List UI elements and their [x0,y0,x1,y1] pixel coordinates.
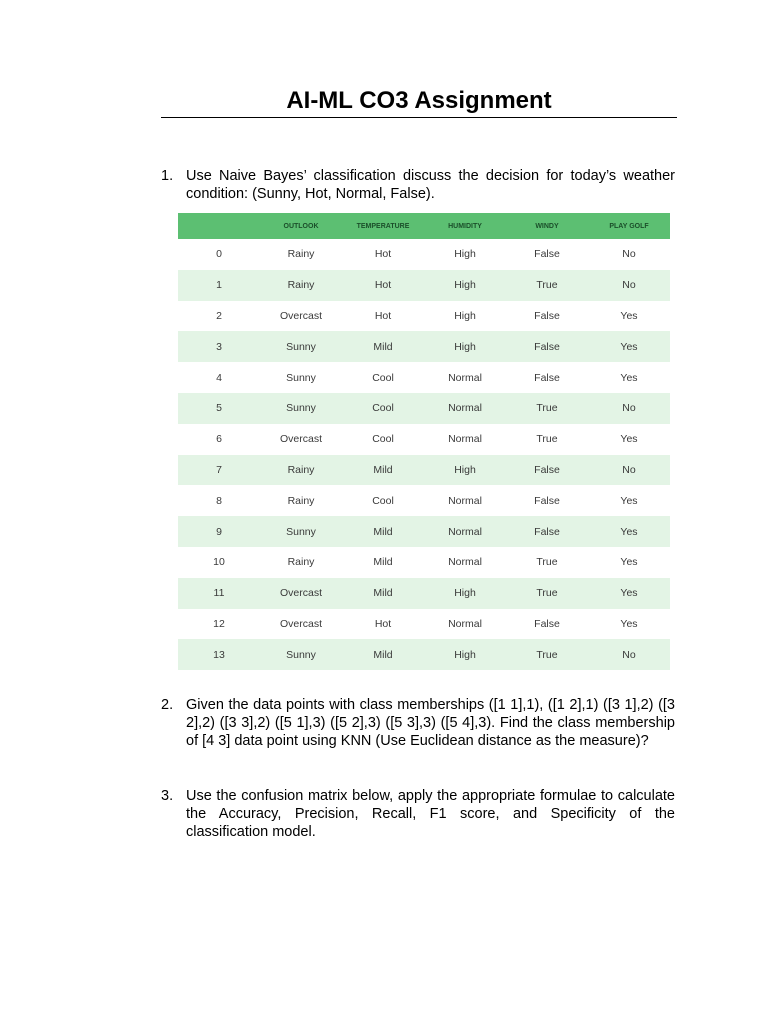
table-cell: Overcast [260,301,342,332]
row-index-cell: 8 [178,485,260,516]
table-cell: Sunny [260,362,342,393]
column-header: WINDY [506,213,588,239]
table-cell: False [506,331,588,362]
table-cell: Normal [424,609,506,640]
table-cell: False [506,362,588,393]
table-cell: Cool [342,485,424,516]
table-cell: Yes [588,609,670,640]
table-cell: Mild [342,455,424,486]
table-cell: No [588,393,670,424]
table-cell: Rainy [260,239,342,270]
column-header: PLAY GOLF [588,213,670,239]
table-cell: Rainy [260,270,342,301]
table-cell: Sunny [260,516,342,547]
question-number: 2. [161,697,174,713]
table-cell: Mild [342,516,424,547]
table-cell: True [506,639,588,670]
table-cell: Rainy [260,547,342,578]
table-cell: Yes [588,485,670,516]
table-cell: False [506,455,588,486]
table-cell: Hot [342,609,424,640]
table-cell: No [588,270,670,301]
table-cell: Yes [588,516,670,547]
table-cell: False [506,516,588,547]
table-row [178,639,670,670]
row-index-cell: 4 [178,362,260,393]
table-row [178,362,670,393]
table-cell: Mild [342,331,424,362]
table-cell: Mild [342,639,424,670]
table-cell: Overcast [260,609,342,640]
row-index-cell: 7 [178,455,260,486]
table-cell: Yes [588,331,670,362]
table-cell: High [424,578,506,609]
question-number: 1. [161,168,174,184]
table-cell: False [506,239,588,270]
question-2 [161,696,675,750]
question-3 [161,787,675,841]
column-header: HUMIDITY [424,213,506,239]
table-cell: Normal [424,516,506,547]
table-cell: Mild [342,547,424,578]
table-header-row [178,213,670,239]
weather-table [178,213,670,670]
table-cell: High [424,331,506,362]
table-cell: True [506,547,588,578]
table-cell: High [424,239,506,270]
table-cell: False [506,485,588,516]
table-cell: False [506,609,588,640]
row-index-cell: 1 [178,270,260,301]
table-cell: Overcast [260,578,342,609]
table-cell: High [424,301,506,332]
table-cell: Yes [588,362,670,393]
row-index-cell: 6 [178,424,260,455]
table-cell: Normal [424,547,506,578]
row-index-cell: 12 [178,609,260,640]
table-row [178,455,670,486]
table-row [178,393,670,424]
table-cell: Cool [342,424,424,455]
table-cell: True [506,578,588,609]
table-cell: Cool [342,393,424,424]
question-number: 3. [161,788,174,804]
row-index-cell: 2 [178,301,260,332]
table-cell: No [588,455,670,486]
table-cell: Hot [342,239,424,270]
table-cell: Yes [588,301,670,332]
table-cell: Normal [424,485,506,516]
table-cell: Mild [342,578,424,609]
row-index-cell: 5 [178,393,260,424]
table-cell: Sunny [260,639,342,670]
row-index-cell: 3 [178,331,260,362]
table-cell: Rainy [260,455,342,486]
table-cell: True [506,270,588,301]
row-index-cell: 13 [178,639,260,670]
table-cell: Rainy [260,485,342,516]
table-row [178,547,670,578]
table-cell: High [424,639,506,670]
table-cell: Sunny [260,331,342,362]
table-row [178,516,670,547]
column-header [178,213,260,239]
table-cell: Yes [588,424,670,455]
question-text: Use Naive Bayes’ classification discuss the decision for today’s weather condition: (Sunny, Hot, Normal, False). [186,168,675,202]
table-cell: No [588,639,670,670]
question-1 [161,167,675,203]
table-cell: Normal [424,362,506,393]
table-row [178,270,670,301]
table-row [178,485,670,516]
table-cell: True [506,424,588,455]
table-cell: Yes [588,547,670,578]
table-row [178,424,670,455]
row-index-cell: 11 [178,578,260,609]
table-cell: Hot [342,270,424,301]
table-cell: Yes [588,578,670,609]
table-cell: High [424,270,506,301]
table-cell: True [506,393,588,424]
question-text: Given the data points with class memberships ([1 1],1), ([1 2],1) ([3 1],2) ([3 2],2) ([3 3],2) ([5 1],3) ([5 2],3) ([5 3],3) ([5 4],3). Find the class membership of [4 3] data point using KNN (Use Euclidean distance as the measure)? [186,697,675,749]
row-index-cell: 10 [178,547,260,578]
question-text: Use the confusion matrix below, apply the appropriate formulae to calculate the Accuracy, Precision, Recall, F1 score, and Specificity of the classification model. [186,788,675,840]
table-cell: High [424,455,506,486]
row-index-cell: 9 [178,516,260,547]
table-row [178,331,670,362]
column-header: OUTLOOK [260,213,342,239]
table-cell: Cool [342,362,424,393]
table-cell: Normal [424,393,506,424]
table-row [178,301,670,332]
table-row [178,578,670,609]
table-cell: Hot [342,301,424,332]
column-header: TEMPERATURE [342,213,424,239]
page-title: AI-ML CO3 Assignment [286,87,552,114]
row-index-cell: 0 [178,239,260,270]
table-cell: No [588,239,670,270]
table-row [178,609,670,640]
table-cell: Sunny [260,393,342,424]
table-cell: Overcast [260,424,342,455]
table-row [178,239,670,270]
table-cell: Normal [424,424,506,455]
title-underline [161,117,677,118]
table-cell: False [506,301,588,332]
